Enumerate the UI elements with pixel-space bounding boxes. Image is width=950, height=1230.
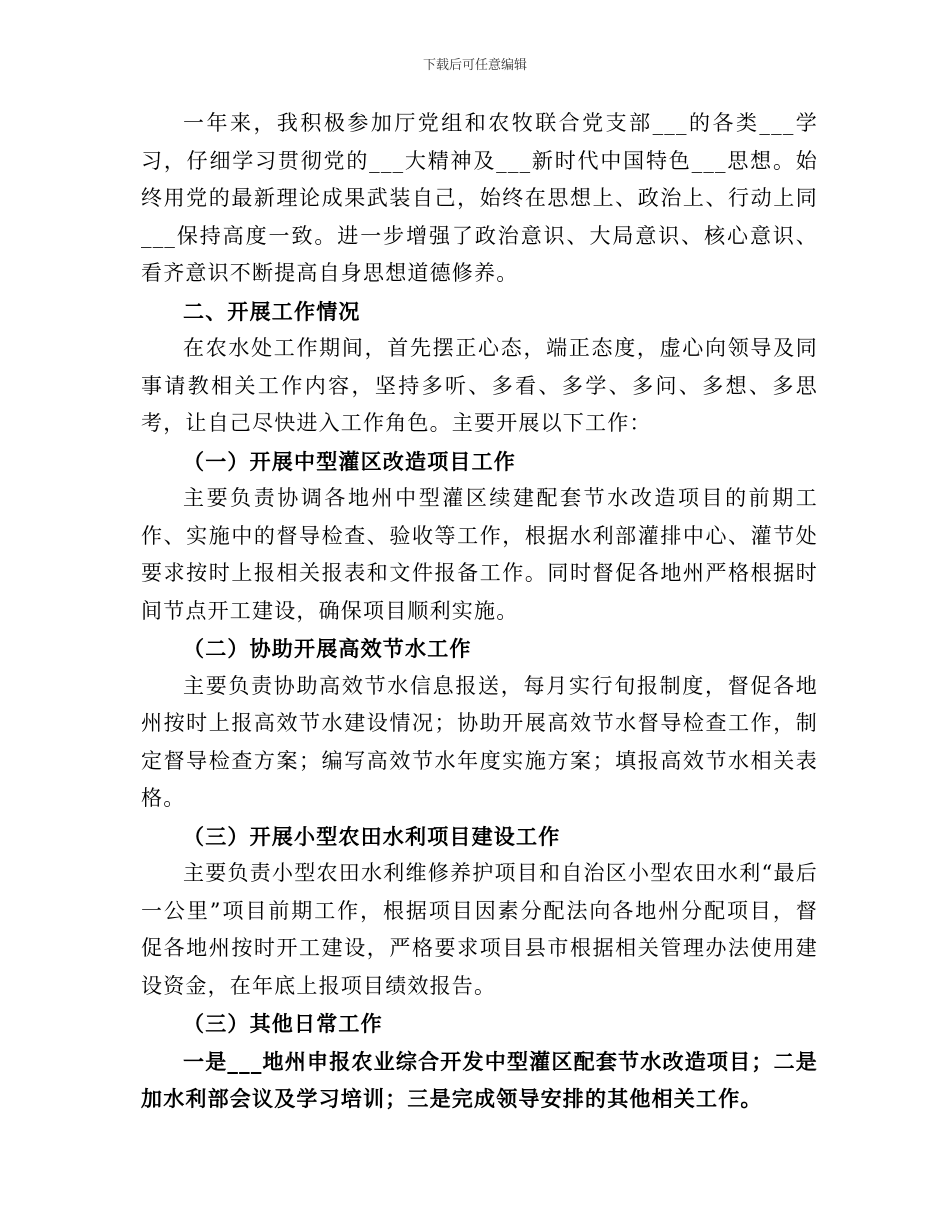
paragraph-daily-work: 一是___地州申报农业综合开发中型灌区配套节水改造项目；二是加水利部会议及学习培训；三是完成领导安排的其他相关工作。: [141, 1048, 818, 1111]
document-body: [141, 105, 818, 1118]
paragraph-water-saving: 主要负责协助高效节水信息报送，每月实行旬报制度，督促各地州按时上报高效节水建设情况；协助开展高效节水督导检查工作，制定督导检查方案；编写高效节水年度实施方案；填报高效节水相关表格。: [141, 673, 818, 810]
subheading-irrigation: （一）开展中型灌区改造项目工作: [183, 448, 516, 474]
subheading-farmland: （三）开展小型农田水利项目建设工作: [183, 823, 561, 849]
section-heading-work: 二、开展工作情况: [183, 298, 361, 324]
subheading-daily-work: （三）其他日常工作: [183, 1011, 383, 1036]
paragraph-work-intro: 在农水处工作期间，首先摆正心态，端正态度，虚心向领导及同事请教相关工作内容，坚持多听、多看、多学、多问、多想、多思考，让自己尽快进入工作角色。主要开展以下工作：: [141, 336, 818, 435]
page-header: 下载后可任意编辑: [422, 58, 527, 73]
paragraph-irrigation: 主要负责协调各地州中型灌区续建配套节水改造项目的前期工作、实施中的督导检查、验收等工作，根据水利部灌排中心、灌节处要求按时上报相关报表和文件报备工作。同时督促各地州严格根据时间节点开工建设，确保项目顺利实施。: [141, 486, 818, 623]
paragraph-farmland: 主要负责小型农田水利维修养护项目和自治区小型农田水利“最后一公里”项目前期工作，根据项目因素分配法向各地州分配项目，督促各地州按时开工建设，严格要求项目县市根据相关管理办法使用建设资金，在年底上报项目绩效报告。: [141, 861, 818, 998]
subheading-water-saving: （二）协助开展高效节水工作: [183, 636, 472, 661]
paragraph-political-study: 一年来，我积极参加厅党组和农牧联合党支部___的各类___学习，仔细学习贯彻党的___大精神及___新时代中国特色___思想。始终用党的最新理论成果武装自己，始终在思想上、政治上、行动上同___保持高度一致。进一步增强了政治意识、大局意识、核心意识、看齐意识不断提高自身思想道德修养。: [141, 111, 818, 285]
